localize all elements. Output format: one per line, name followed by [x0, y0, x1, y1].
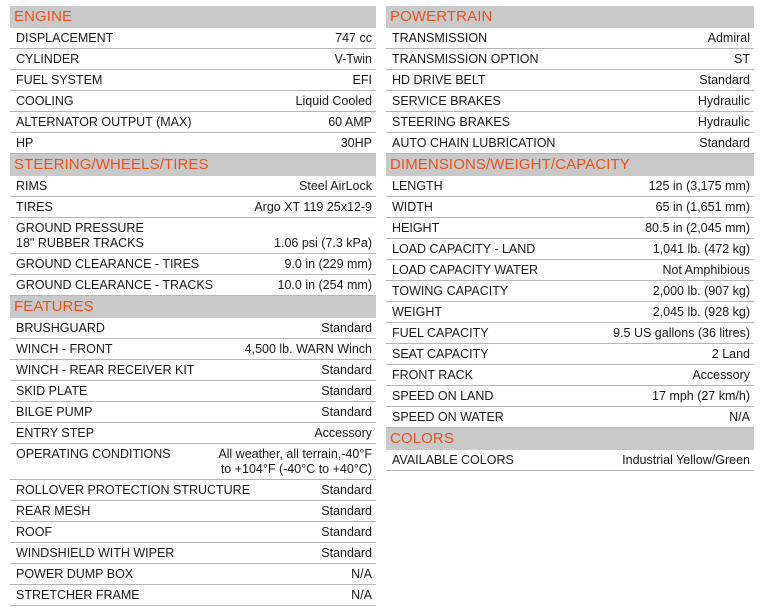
spec-row	[386, 49, 754, 70]
spec-label: SKID PLATE	[16, 384, 88, 398]
spec-label: LOAD CAPACITY WATER	[392, 263, 539, 277]
spec-label: STEERING BRAKES	[392, 115, 511, 129]
section-engine	[10, 6, 376, 154]
spec-row	[386, 91, 754, 112]
spec-value: Standard	[321, 363, 372, 377]
spec-label: POWER DUMP BOX	[16, 567, 134, 581]
spec-label: SEAT CAPACITY	[392, 347, 489, 361]
spec-label: LENGTH	[392, 179, 443, 193]
spec-value: Standard	[321, 384, 372, 398]
spec-row	[10, 28, 376, 49]
spec-label: SPEED ON WATER	[392, 410, 504, 424]
spec-label: SPEED ON LAND	[392, 389, 494, 403]
spec-row	[386, 302, 754, 323]
spec-row	[10, 564, 376, 585]
spec-row	[10, 49, 376, 70]
section-header: FEATURES	[10, 296, 376, 318]
spec-row	[10, 543, 376, 564]
spec-row	[386, 133, 754, 154]
spec-label: AUTO CHAIN LUBRICATION	[392, 136, 556, 150]
spec-row	[386, 260, 754, 281]
spec-value: Standard	[321, 504, 372, 518]
spec-value: 17 mph (27 km/h)	[652, 389, 750, 403]
spec-row	[10, 176, 376, 197]
spec-row	[10, 112, 376, 133]
spec-row	[10, 197, 376, 218]
spec-row	[10, 360, 376, 381]
spec-row	[386, 28, 754, 49]
spec-value: Standard	[321, 525, 372, 539]
spec-label: TOWING CAPACITY	[392, 284, 509, 298]
right-spec-column	[386, 6, 754, 471]
spec-row	[10, 381, 376, 402]
spec-value: Not Amphibious	[662, 263, 750, 277]
spec-row	[10, 501, 376, 522]
spec-label: RIMS	[16, 179, 48, 193]
spec-label: HD DRIVE BELT	[392, 73, 486, 87]
spec-row	[10, 402, 376, 423]
spec-row	[386, 239, 754, 260]
spec-value: Standard	[321, 546, 372, 560]
spec-label: LOAD CAPACITY - LAND	[392, 242, 536, 256]
section-header: COLORS	[386, 428, 754, 450]
section-header: POWERTRAIN	[386, 6, 754, 28]
spec-label: HEIGHT	[392, 221, 440, 235]
section-dimensions-weight-capacity	[386, 154, 754, 428]
spec-row	[10, 423, 376, 444]
spec-label: ROOF	[16, 525, 53, 539]
spec-value: 125 in (3,175 mm)	[648, 179, 750, 193]
spec-value: All weather, all terrain,-40°F to +104°F (-40°C to +40°C)	[218, 447, 372, 476]
spec-value: Standard	[321, 483, 372, 497]
spec-label: REAR MESH	[16, 504, 91, 518]
spec-row	[386, 197, 754, 218]
spec-row	[386, 344, 754, 365]
spec-label: FRONT RACK	[392, 368, 474, 382]
spec-value: V-Twin	[334, 52, 372, 66]
section-powertrain	[386, 6, 754, 154]
spec-row	[10, 133, 376, 154]
spec-label: AVAILABLE COLORS	[392, 453, 514, 467]
spec-row	[386, 365, 754, 386]
spec-value: Industrial Yellow/Green	[622, 453, 750, 467]
spec-value: Standard	[699, 136, 750, 150]
section-header: STEERING/WHEELS/TIRES	[10, 154, 376, 176]
spec-value: 4,500 lb. WARN Winch	[244, 342, 372, 356]
spec-label: WINCH - REAR RECEIVER KIT	[16, 363, 195, 377]
spec-row	[10, 444, 376, 480]
spec-label: WINCH - FRONT	[16, 342, 113, 356]
spec-row	[386, 386, 754, 407]
spec-value: 9.0 in (229 mm)	[284, 257, 372, 271]
spec-value: Accessory	[692, 368, 750, 382]
spec-row	[386, 112, 754, 133]
spec-value: Standard	[321, 405, 372, 419]
spec-value: Argo XT 119 25x12-9	[254, 200, 372, 214]
spec-label: ALTERNATOR OUTPUT (MAX)	[16, 115, 192, 129]
spec-row	[386, 407, 754, 428]
spec-value: Admiral	[707, 31, 750, 45]
spec-label: COOLING	[16, 94, 74, 108]
spec-label: WINDSHIELD WITH WIPER	[16, 546, 175, 560]
spec-row	[10, 585, 376, 606]
spec-row	[386, 323, 754, 344]
spec-row	[10, 70, 376, 91]
spec-label: WEIGHT	[392, 305, 442, 319]
spec-label: ROLLOVER PROTECTION STRUCTURE	[16, 483, 251, 497]
spec-row	[386, 450, 754, 471]
spec-label: FUEL CAPACITY	[392, 326, 489, 340]
spec-row	[10, 218, 376, 254]
spec-label: OPERATING CONDITIONS	[16, 447, 171, 461]
spec-value: Liquid Cooled	[295, 94, 372, 108]
spec-label: TIRES	[16, 200, 53, 214]
spec-label: ENTRY STEP	[16, 426, 95, 440]
spec-row	[10, 480, 376, 501]
section-colors	[386, 428, 754, 471]
spec-value: Hydraulic	[697, 115, 750, 129]
spec-value: N/A	[351, 567, 372, 581]
spec-value: 2,000 lb. (907 kg)	[652, 284, 750, 298]
spec-value: EFI	[352, 73, 372, 87]
section-header: DIMENSIONS/WEIGHT/CAPACITY	[386, 154, 754, 176]
spec-value: ST	[734, 52, 750, 66]
spec-label: TRANSMISSION OPTION	[392, 52, 539, 66]
spec-value: Standard	[699, 73, 750, 87]
section-steering-wheels-tires	[10, 154, 376, 296]
spec-row	[386, 70, 754, 91]
spec-label: SERVICE BRAKES	[392, 94, 501, 108]
spec-value: Standard	[321, 321, 372, 335]
spec-value: 60 AMP	[328, 115, 372, 129]
section-features	[10, 296, 376, 606]
left-spec-column	[10, 6, 376, 606]
spec-value: 9.5 US gallons (36 litres)	[613, 326, 750, 340]
spec-row	[386, 218, 754, 239]
spec-value: N/A	[351, 588, 372, 602]
spec-row	[10, 522, 376, 543]
spec-row	[10, 91, 376, 112]
spec-row	[10, 275, 376, 296]
spec-label: STRETCHER FRAME	[16, 588, 140, 602]
spec-value: 30HP	[340, 136, 372, 150]
spec-row	[386, 281, 754, 302]
spec-value: 10.0 in (254 mm)	[277, 278, 372, 292]
spec-row	[10, 318, 376, 339]
spec-value: Accessory	[314, 426, 372, 440]
spec-label: GROUND PRESSURE 18" RUBBER TRACKS	[16, 221, 144, 250]
section-header: ENGINE	[10, 6, 376, 28]
spec-value: 2,045 lb. (928 kg)	[652, 305, 750, 319]
spec-label: GROUND CLEARANCE - TIRES	[16, 257, 200, 271]
spec-label: FUEL SYSTEM	[16, 73, 103, 87]
spec-value: 2 Land	[711, 347, 750, 361]
spec-label: GROUND CLEARANCE - TRACKS	[16, 278, 214, 292]
spec-label: CYLINDER	[16, 52, 80, 66]
spec-value: Hydraulic	[697, 94, 750, 108]
spec-label: BILGE PUMP	[16, 405, 93, 419]
spec-value: 1.06 psi (7.3 kPa)	[274, 236, 372, 250]
spec-value: 80.5 in (2,045 mm)	[645, 221, 750, 235]
spec-label: BRUSHGUARD	[16, 321, 105, 335]
spec-value: N/A	[729, 410, 750, 424]
spec-value: 65 in (1,651 mm)	[655, 200, 750, 214]
spec-label: HP	[16, 136, 34, 150]
spec-row	[10, 339, 376, 360]
spec-row	[386, 176, 754, 197]
spec-value: 1,041 lb. (472 kg)	[652, 242, 750, 256]
spec-row	[10, 254, 376, 275]
spec-label: TRANSMISSION	[392, 31, 488, 45]
spec-value: 747 cc	[335, 31, 372, 45]
spec-label: WIDTH	[392, 200, 433, 214]
spec-label: DISPLACEMENT	[16, 31, 114, 45]
spec-value: Steel AirLock	[299, 179, 372, 193]
